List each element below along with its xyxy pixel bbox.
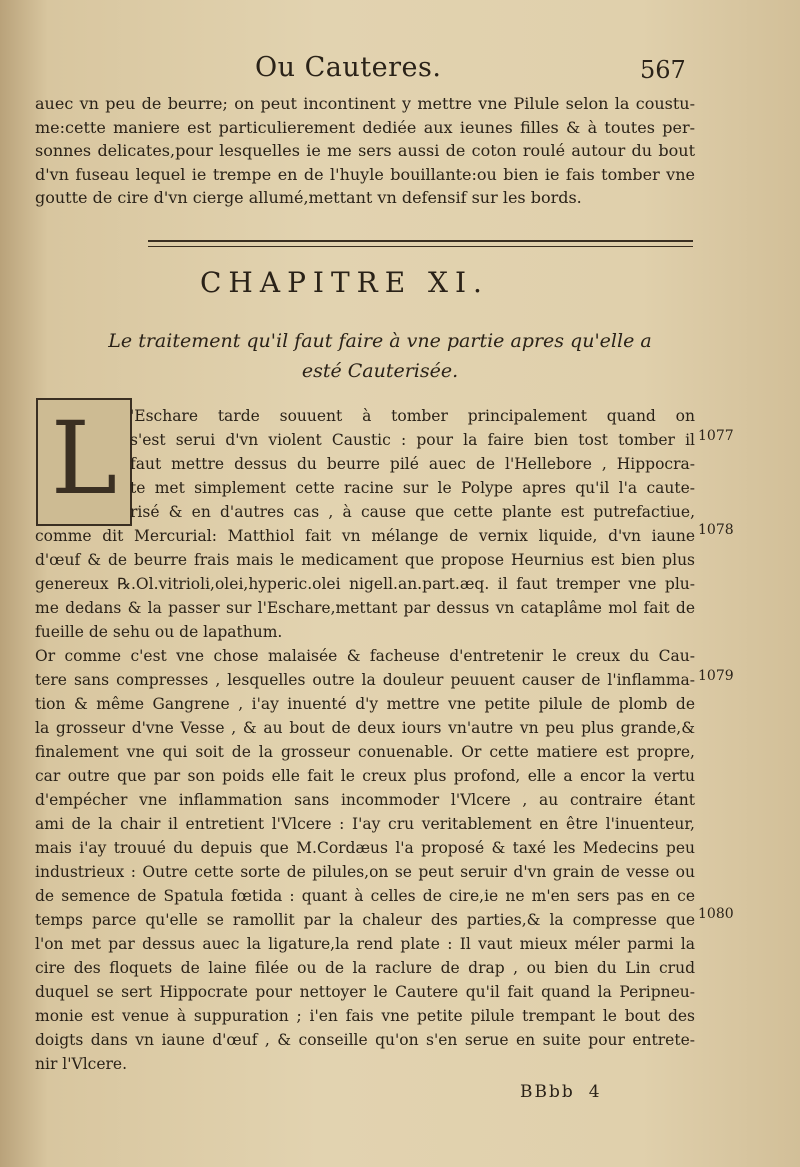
text-line: doigts dans vn iaune d'œuf , & conseille qu'on s'en serue en suite pour entrete- [35,1031,695,1049]
ornamental-rule [148,240,693,247]
text-line: d'œuf & de beurre frais mais le medicament que propose Heurnius est bien plus [35,551,695,569]
text-line: car outre que par son poids elle fait le creux plus profond, elle a encor la vertu [35,767,695,785]
text-line: temps parce qu'elle se ramollit par la chaleur des parties,& la compresse que [35,911,695,929]
text-line: duquel se sert Hippocrate pour nettoyer le Cautere qu'il fait quand la Peripneu- [35,983,695,1001]
text-line: nir l'Vlcere. [35,1055,128,1073]
text-line: sonnes delicates,pour lesquelles ie me sers aussi de coton roulé autour du bout [35,141,695,160]
subtitle-line: Le traitement qu'il faut faire à vne partie apres qu'elle a [108,330,652,352]
text-line: industrieux : Outre cette sorte de pilules,on se peut seruir d'vn grain de vesse ou [35,863,695,881]
chapter-title: CHAPITRE XI. [200,266,489,299]
text-line: finalement vne qui soit de la grosseur conuenable. Or cette matiere est propre, [35,743,695,761]
margin-note: 1078 [698,522,734,538]
text-line: s'est serui d'vn violent Caustic : pour la faire bien tost tomber il [130,431,695,449]
signature-mark [520,1082,602,1102]
text-line: comme dit Mercurial: Matthiol fait vn mélange de vernix liquide, d'vn iaune [35,527,695,545]
text-line: auec vn peu de beurre; on peut incontinent y mettre vne Pilule selon la coustu- [35,94,695,113]
text-line: me dedans & la passer sur l'Eschare,mettant par dessus vn cataplâme mol fait de [35,599,695,617]
intro-paragraph [35,92,695,210]
running-title: Ou Cauteres. [255,52,442,83]
text-line: te met simplement cette racine sur le Polype apres qu'il l'a caute- [130,479,695,497]
text-line: d'vn fuseau lequel ie trempe en de l'huyle bouillante:ou bien ie fais tomber vne [35,164,695,184]
text-line: 'Eschare tarde souuent à tomber principalement quand on [130,407,695,425]
text-line: fueille de sehu ou de lapathum. [35,623,283,641]
text-line: de semence de Spatula fœtida : quant à celles de cire,ie ne m'en sers pas en ce [35,887,695,905]
signature-number: 4 [588,1082,602,1102]
subtitle-line: esté Cauterisée. [301,360,459,382]
text-line: ami de la chair il entretient l'Vlcere : I'ay cru veritablement en être l'inuenteur, [35,815,695,833]
text-line: l'on met par dessus auec la ligature,la rend plate : Il vaut mieux méler parmi la [35,935,695,953]
running-head [0,52,800,92]
body-text [35,400,695,1076]
margin-note: 1077 [698,428,734,444]
text-line: faut mettre dessus du beurre pilé auec de l'Hellebore , Hippocra- [130,455,695,473]
margin-note: 1080 [698,906,734,922]
text-line: la grosseur d'vne Vesse , & au bout de deux iours vn'autre vn peu plus grande,& [35,719,695,737]
signature-letters: BBbb [520,1082,575,1102]
text-line: d'empécher vne inflammation sans incommoder l'Vlcere , au contraire étant [35,791,695,809]
chapter-subtitle [80,326,680,386]
text-line: goutte de cire d'vn cierge allumé,mettant vn defensif sur les bords. [35,188,582,207]
text-line: me:cette maniere est particulierement dediée aux ieunes filles & à toutes per- [35,117,695,137]
text-line: tere sans compresses , lesquelles outre la douleur peuuent causer de l'inflamma- [35,671,695,689]
text-line: Or comme c'est vne chose malaisée & facheuse d'entretenir le creux du Cau- [35,647,695,665]
text-line: monie est venue à suppuration ; i'en fais vne petite pilule trempant le bout des [35,1007,695,1025]
text-line: risé & en d'autres cas , à cause que cette plante est putrefactiue, [130,503,695,521]
text-line: cire des floquets de laine filée ou de la raclure de drap , ou bien du Lin crud [35,959,695,977]
text-line: tion & même Gangrene , i'ay inuenté d'y mettre vne petite pilule de plomb de [35,695,695,713]
text-line: mais i'ay trouué du depuis que M.Cordæus l'a proposé & taxé les Medecins peu [35,839,695,857]
text-line: genereux ℞.Ol.vitrioli,olei,hyperic.olei nigell.an.part.æq. il faut tremper vne plu- [35,575,695,593]
drop-cap-letter: L [50,400,118,517]
page-number: 567 [640,56,686,84]
margin-note: 1079 [698,668,734,684]
